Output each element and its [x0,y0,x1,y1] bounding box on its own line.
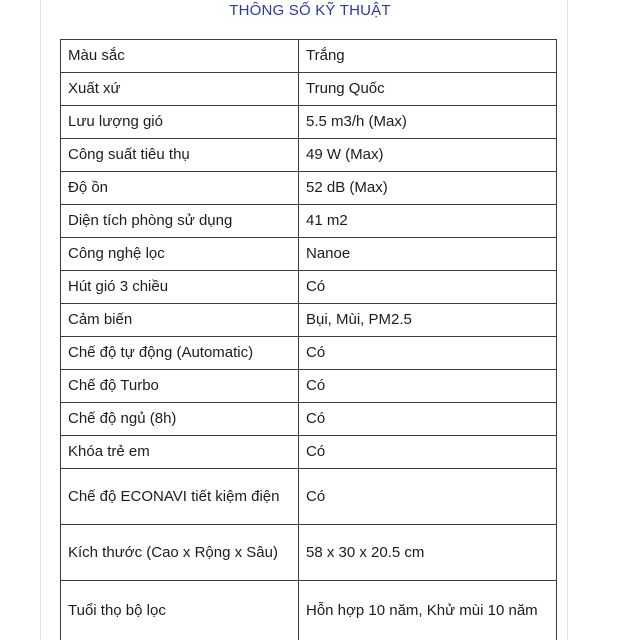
table-row [61,469,557,525]
table-row [61,40,557,73]
spec-label: Lưu lượng gió [61,106,299,139]
table-row [61,436,557,469]
spec-label: Diện tích phòng sử dụng [61,205,299,238]
spec-label: Tuổi thọ bộ lọc [61,581,299,640]
spec-label: Khóa trẻ em [61,436,299,469]
table-row [61,205,557,238]
spec-label: Công suất tiêu thụ [61,139,299,172]
spec-label: Cảm biến [61,304,299,337]
table-row [61,271,557,304]
table-row [61,337,557,370]
table-row [61,370,557,403]
spec-value: 5.5 m3/h (Max) [299,106,557,139]
table-row [61,403,557,436]
spec-value: Có [299,370,557,403]
spec-value: Hỗn hợp 10 năm, Khử mùi 10 năm [299,581,557,640]
frame-left-edge [40,0,41,640]
spec-value: Có [299,436,557,469]
spec-value: Có [299,337,557,370]
spec-value: Có [299,403,557,436]
spec-value: Trung Quốc [299,73,557,106]
table-row [61,238,557,271]
spec-label: Kích thước (Cao x Rộng x Sâu) [61,525,299,581]
page-title: THÔNG SỐ KỸ THUẬT [229,2,391,19]
table-row [61,525,557,581]
spec-label: Chế độ ECONAVI tiết kiệm điện [61,469,299,525]
spec-value: Bụi, Mùi, PM2.5 [299,304,557,337]
spec-value: 58 x 30 x 20.5 cm [299,525,557,581]
spec-label: Chế độ tự động (Automatic) [61,337,299,370]
spec-value: Có [299,469,557,525]
frame-right-edge [567,0,568,640]
table-row [61,304,557,337]
spec-label: Hút gió 3 chiều [61,271,299,304]
table-row [61,106,557,139]
spec-value: 49 W (Max) [299,139,557,172]
spec-value: 41 m2 [299,205,557,238]
spec-value: 52 dB (Max) [299,172,557,205]
spec-label: Chế độ ngủ (8h) [61,403,299,436]
table-row [61,139,557,172]
spec-label: Xuất xứ [61,73,299,106]
spec-value: Có [299,271,557,304]
spec-label: Độ ồn [61,172,299,205]
spec-label: Chế độ Turbo [61,370,299,403]
spec-value: Nanoe [299,238,557,271]
table-row [61,73,557,106]
spec-label: Công nghệ lọc [61,238,299,271]
spec-label: Màu sắc [61,40,299,73]
table-row [61,581,557,640]
spec-value: Trắng [299,40,557,73]
spec-table [60,39,557,640]
table-row [61,172,557,205]
